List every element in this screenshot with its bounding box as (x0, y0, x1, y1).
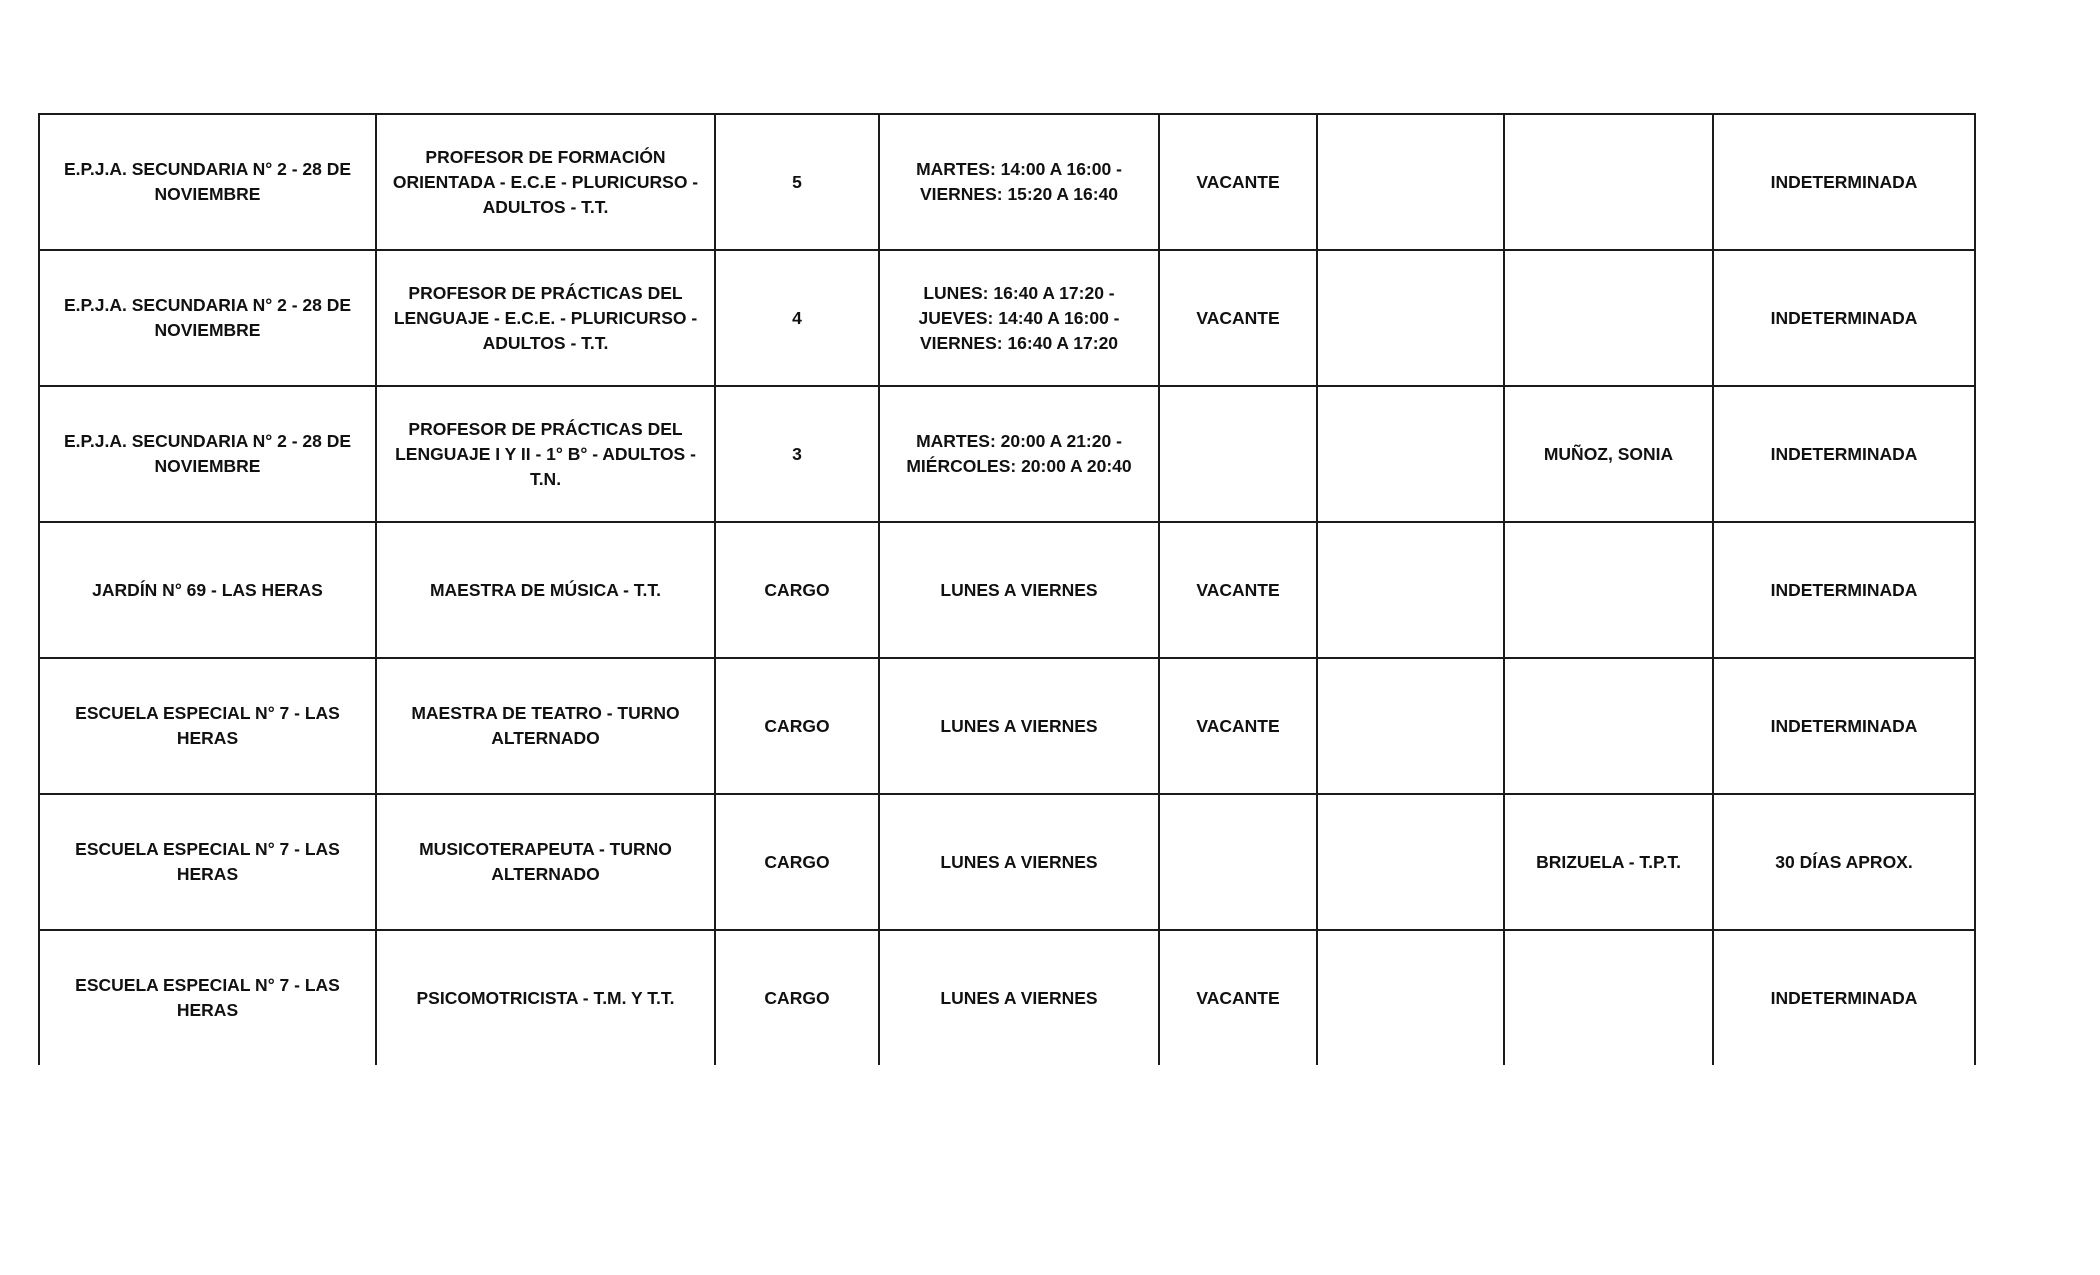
position-cell: PROFESOR DE FORMACIÓN ORIENTADA - E.C.E - PLURICURSO - ADULTOS - T.T. (376, 114, 715, 250)
teacher-cell (1504, 114, 1713, 250)
position-cell: MAESTRA DE MÚSICA - T.T. (376, 522, 715, 658)
school-cell: ESCUELA ESPECIAL N° 7 - LAS HERAS (39, 658, 376, 794)
teacher-cell (1504, 930, 1713, 1065)
position-cell: PSICOMOTRICISTA - T.M. Y T.T. (376, 930, 715, 1065)
table-row (39, 930, 1975, 1065)
hours-cell: 4 (715, 250, 879, 386)
hours-cell: CARGO (715, 794, 879, 930)
table-row (39, 658, 1975, 794)
school-cell: JARDÍN N° 69 - LAS HERAS (39, 522, 376, 658)
duration-cell: 30 DÍAS APROX. (1713, 794, 1975, 930)
table-row (39, 794, 1975, 930)
school-cell: E.P.J.A. SECUNDARIA N° 2 - 28 DE NOVIEMBRE (39, 386, 376, 522)
teacher-cell (1504, 658, 1713, 794)
duration-cell: INDETERMINADA (1713, 386, 1975, 522)
teacher-cell: MUÑOZ, SONIA (1504, 386, 1713, 522)
table-row (39, 114, 1975, 250)
schedule-cell: MARTES: 14:00 A 16:00 - VIERNES: 15:20 A 16:40 (879, 114, 1159, 250)
school-cell: E.P.J.A. SECUNDARIA N° 2 - 28 DE NOVIEMBRE (39, 114, 376, 250)
status-cell (1159, 794, 1317, 930)
status-cell: VACANTE (1159, 658, 1317, 794)
schedule-cell: MARTES: 20:00 A 21:20 - MIÉRCOLES: 20:00 A 20:40 (879, 386, 1159, 522)
position-cell: MAESTRA DE TEATRO - TURNO ALTERNADO (376, 658, 715, 794)
empty-cell (1317, 522, 1504, 658)
schedule-cell: LUNES A VIERNES (879, 658, 1159, 794)
empty-cell (1317, 386, 1504, 522)
schedule-cell: LUNES A VIERNES (879, 522, 1159, 658)
duration-cell: INDETERMINADA (1713, 930, 1975, 1065)
teacher-cell: BRIZUELA - T.P.T. (1504, 794, 1713, 930)
hours-cell: CARGO (715, 930, 879, 1065)
position-cell: PROFESOR DE PRÁCTICAS DEL LENGUAJE - E.C.E. - PLURICURSO - ADULTOS - T.T. (376, 250, 715, 386)
empty-cell (1317, 930, 1504, 1065)
hours-cell: 5 (715, 114, 879, 250)
vacancy-table (38, 113, 1976, 1065)
empty-cell (1317, 250, 1504, 386)
status-cell (1159, 386, 1317, 522)
teacher-cell (1504, 522, 1713, 658)
empty-cell (1317, 114, 1504, 250)
empty-cell (1317, 658, 1504, 794)
position-cell: PROFESOR DE PRÁCTICAS DEL LENGUAJE I Y II - 1° B° - ADULTOS -T.N. (376, 386, 715, 522)
empty-cell (1317, 794, 1504, 930)
vacancy-sheet (38, 113, 1976, 1065)
hours-cell: CARGO (715, 658, 879, 794)
hours-cell: CARGO (715, 522, 879, 658)
duration-cell: INDETERMINADA (1713, 522, 1975, 658)
school-cell: E.P.J.A. SECUNDARIA N° 2 - 28 DE NOVIEMBRE (39, 250, 376, 386)
status-cell: VACANTE (1159, 114, 1317, 250)
teacher-cell (1504, 250, 1713, 386)
status-cell: VACANTE (1159, 522, 1317, 658)
status-cell: VACANTE (1159, 930, 1317, 1065)
table-row (39, 386, 1975, 522)
duration-cell: INDETERMINADA (1713, 250, 1975, 386)
schedule-cell: LUNES: 16:40 A 17:20 - JUEVES: 14:40 A 16:00 - VIERNES: 16:40 A 17:20 (879, 250, 1159, 386)
schedule-cell: LUNES A VIERNES (879, 930, 1159, 1065)
school-cell: ESCUELA ESPECIAL N° 7 - LAS HERAS (39, 930, 376, 1065)
hours-cell: 3 (715, 386, 879, 522)
duration-cell: INDETERMINADA (1713, 114, 1975, 250)
position-cell: MUSICOTERAPEUTA - TURNO ALTERNADO (376, 794, 715, 930)
duration-cell: INDETERMINADA (1713, 658, 1975, 794)
school-cell: ESCUELA ESPECIAL N° 7 - LAS HERAS (39, 794, 376, 930)
status-cell: VACANTE (1159, 250, 1317, 386)
table-row (39, 250, 1975, 386)
table-row (39, 522, 1975, 658)
schedule-cell: LUNES A VIERNES (879, 794, 1159, 930)
